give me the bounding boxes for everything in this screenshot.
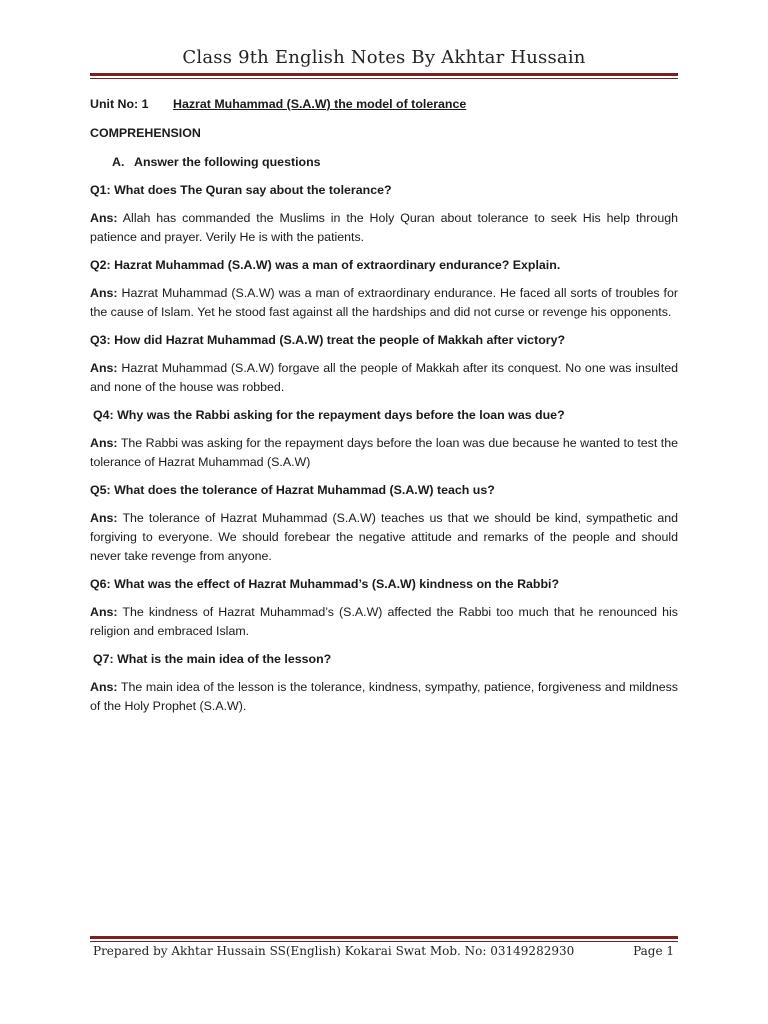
answer-label: Ans: xyxy=(90,361,118,375)
answer-3 xyxy=(90,359,678,397)
header-rule-thin xyxy=(90,78,678,79)
answer-4 xyxy=(90,434,678,472)
question-5: Q5: What does the tolerance of Hazrat Muhammad (S.A.W) teach us? xyxy=(90,483,495,497)
question-2: Q2: Hazrat Muhammad (S.A.W) was a man of extraordinary endurance? Explain. xyxy=(90,258,561,272)
subsection-text: Answer the following questions xyxy=(134,155,321,169)
answer-7 xyxy=(90,678,678,716)
answer-label: Ans: xyxy=(90,211,118,225)
footer-rule-thin xyxy=(90,941,678,942)
unit-heading xyxy=(90,95,678,114)
subsection-heading xyxy=(90,153,678,172)
unit-title: Hazrat Muhammad (S.A.W) the model of tolerance xyxy=(173,97,467,111)
answer-label: Ans: xyxy=(90,511,118,525)
question-3: Q3: How did Hazrat Muhammad (S.A.W) treat the people of Makkah after victory? xyxy=(90,333,566,347)
answer-label: Ans: xyxy=(90,680,118,694)
answer-6 xyxy=(90,603,678,641)
page-header-title: Class 9th English Notes By Akhtar Hussain xyxy=(182,47,586,68)
answer-label: Ans: xyxy=(90,286,118,300)
subsection-letter: A. xyxy=(112,155,125,169)
page-number: Page 1 xyxy=(633,944,674,958)
answer-1 xyxy=(90,209,678,247)
section-heading: COMPREHENSION xyxy=(90,126,201,140)
answer-5 xyxy=(90,509,678,566)
question-7: Q7: What is the main idea of the lesson? xyxy=(93,652,332,666)
unit-number: Unit No: 1 xyxy=(90,97,149,111)
answer-text: The tolerance of Hazrat Muhammad (S.A.W) teaches us that we should be kind, sympathetic and forgiving to everyone. We should forebear the negative attitude and remarks of the people and should never take revenge from anyone. xyxy=(90,511,679,563)
answer-text: Hazrat Muhammad (S.A.W) was a man of extraordinary endurance. He faced all sorts of troubles for the cause of Islam. Yet he stood fast against all the hardships and did not curse or revenge his opponents. xyxy=(90,286,678,319)
document-body xyxy=(90,95,678,725)
answer-2 xyxy=(90,284,678,322)
answer-label: Ans: xyxy=(90,605,118,619)
answer-text: The Rabbi was asking for the repayment days before the loan was due because he wanted to test the tolerance of Hazrat Muhammad (S.A.W) xyxy=(90,436,679,469)
answer-text: Allah has commanded the Muslims in the Holy Quran about tolerance to seek His help through patience and prayer. Verily He is with the patients. xyxy=(90,211,678,244)
footer-rule-thick xyxy=(90,936,678,939)
question-6: Q6: What was the effect of Hazrat Muhammad’s (S.A.W) kindness on the Rabbi? xyxy=(90,577,560,591)
answer-text: The kindness of Hazrat Muhammad’s (S.A.W) affected the Rabbi too much that he renounced his religion and embraced Islam. xyxy=(90,605,678,638)
question-4: Q4: Why was the Rabbi asking for the repayment days before the loan was due? xyxy=(93,408,565,422)
question-1: Q1: What does The Quran say about the tolerance? xyxy=(90,183,392,197)
header-rule-thick xyxy=(90,73,678,76)
answer-label: Ans: xyxy=(90,436,118,450)
answer-text: Hazrat Muhammad (S.A.W) forgave all the people of Makkah after its conquest. No one was insulted and none of the house was robbed. xyxy=(90,361,678,394)
footer-author-info: Prepared by Akhtar Hussain SS(English) Kokarai Swat Mob. No: 03149282930 xyxy=(93,944,575,958)
answer-text: The main idea of the lesson is the tolerance, kindness, sympathy, patience, forgiveness and mildness of the Holy Prophet (S.A.W). xyxy=(90,680,678,713)
